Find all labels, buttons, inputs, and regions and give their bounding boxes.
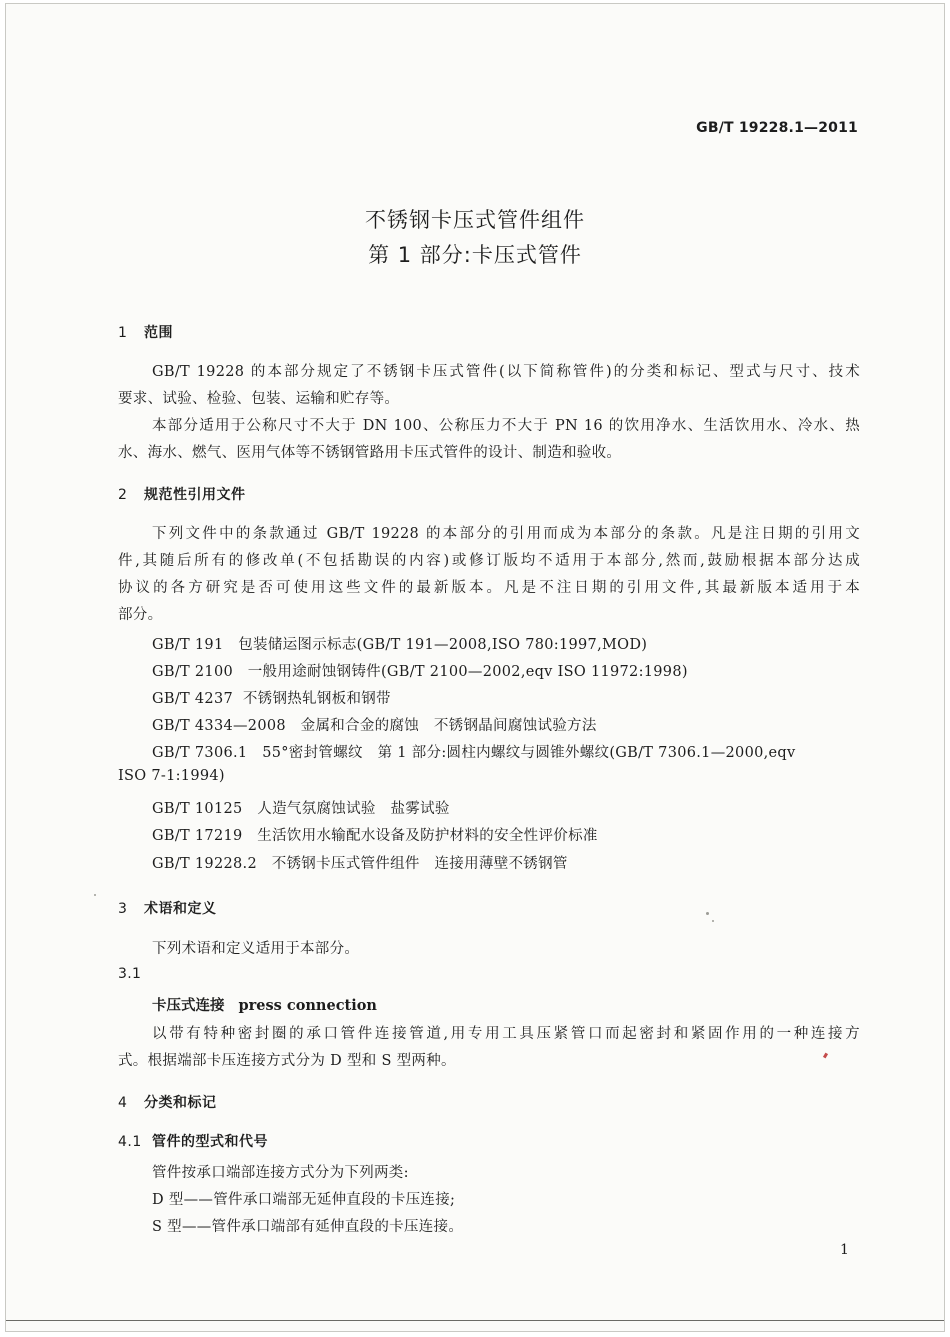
- scope-paragraph-1-line-2: 要求、试验、检验、包装、运输和贮存等。: [118, 391, 400, 407]
- terms-intro: 下列术语和定义适用于本部分。: [152, 941, 360, 957]
- reference-code: GB/T 4237: [152, 691, 234, 707]
- subsection-title: 管件的型式和代号: [152, 1134, 268, 1150]
- reference-item: [152, 687, 391, 708]
- scan-speck: [706, 912, 709, 915]
- reference-code: GB/T 191: [152, 637, 224, 653]
- section-2-heading: [118, 484, 246, 504]
- reference-code: GB/T 2100: [152, 664, 234, 680]
- page-number: 1: [840, 1242, 849, 1258]
- term-definition-line-1: 以带有特种密封圈的承口管件连接管道,用专用工具压紧管口而起密封和紧固作用的一种连接方: [152, 1026, 860, 1042]
- term-english: press connection: [238, 997, 377, 1014]
- scope-paragraph-2-line-2: 水、海水、燃气、医用气体等不锈钢管路用卡压式管件的设计、制造和验收。: [118, 445, 622, 461]
- section-number: 4: [118, 1095, 128, 1111]
- scope-paragraph-2-line-1: 本部分适用于公称尺寸不大于 DN 100、公称压力不大于 PN 16 的饮用净水、生活饮用水、冷水、热: [152, 418, 860, 434]
- standard-code: GB/T 19228.1—2011: [696, 120, 858, 136]
- reference-item: [152, 660, 688, 681]
- reference-item: [152, 633, 647, 654]
- reference-title: 一般用途耐蚀钢铸件(GB/T 2100—2002,eqv ISO 11972:1998): [247, 664, 688, 680]
- reference-title: 金属和合金的腐蚀 不锈钢晶间腐蚀试验方法: [300, 718, 597, 734]
- section-1-heading: [118, 322, 173, 342]
- document-page: [6, 4, 944, 1331]
- reference-item: [152, 797, 450, 818]
- section-title: 分类和标记: [144, 1095, 217, 1111]
- reference-code: GB/T 10125: [152, 801, 243, 817]
- document-title: 不锈钢卡压式管件组件: [365, 208, 585, 232]
- scan-speck: [712, 920, 714, 922]
- section-title: 规范性引用文件: [144, 487, 246, 503]
- section-number: 1: [118, 325, 128, 341]
- section-number: 2: [118, 487, 128, 503]
- normative-paragraph-line-4: 部分。: [118, 607, 163, 623]
- document-subtitle: 第 1 部分:卡压式管件: [368, 243, 582, 267]
- normative-paragraph-line-2: 件,其随后所有的修改单(不包括勘误的内容)或修订版均不适用于本部分,然而,鼓励根据本部分达成: [118, 553, 860, 569]
- reference-title: 包装储运图示标志(GB/T 191—2008,ISO 780:1997,MOD): [238, 637, 648, 653]
- section-title: 范围: [144, 325, 173, 341]
- reference-item: [152, 824, 598, 845]
- reference-code: GB/T 7306.1: [152, 745, 248, 761]
- reference-title: 不锈钢热轧钢板和钢带: [242, 691, 391, 707]
- reference-item: [152, 852, 568, 873]
- red-ink-mark: [823, 1053, 828, 1059]
- type-s-description: S 型——管件承口端部有延伸直段的卡压连接。: [152, 1219, 464, 1235]
- reference-code: GB/T 4334—2008: [152, 718, 286, 734]
- reference-item-continuation: ISO 7-1:1994): [118, 768, 225, 784]
- section-number: 3: [118, 901, 128, 917]
- subsection-4-1-heading: [118, 1131, 268, 1151]
- normative-paragraph-line-3: 协议的各方研究是否可使用这些文件的最新版本。凡是不注日期的引用文件,其最新版本适用于本: [118, 580, 860, 596]
- reference-title: 不锈钢卡压式管件组件 连接用薄壁不锈钢管: [271, 856, 568, 872]
- subsection-number: 4.1: [118, 1134, 142, 1150]
- classification-intro: 管件按承口端部连接方式分为下列两类:: [152, 1165, 409, 1181]
- reference-item: [152, 741, 795, 762]
- normative-paragraph-line-1: 下列文件中的条款通过 GB/T 19228 的本部分的引用而成为本部分的条款。凡是注日期的引用文: [152, 526, 860, 542]
- scan-speck: [94, 894, 96, 896]
- reference-title: 生活饮用水输配水设备及防护材料的安全性评价标准: [257, 828, 598, 844]
- type-d-description: D 型——管件承口端部无延伸直段的卡压连接;: [152, 1192, 456, 1208]
- reference-title: 55°密封管螺纹 第 1 部分:圆柱内螺纹与圆锥外螺纹(GB/T 7306.1—2000,eqv: [262, 745, 796, 761]
- reference-code: GB/T 17219: [152, 828, 243, 844]
- reference-item: [152, 714, 597, 735]
- term-chinese: 卡压式连接: [152, 997, 225, 1014]
- term-definition-line-2: 式。根据端部卡压连接方式分为 D 型和 S 型两种。: [118, 1053, 456, 1069]
- section-title: 术语和定义: [144, 901, 217, 917]
- section-4-heading: [118, 1092, 217, 1112]
- subsection-3-1-number: 3.1: [118, 966, 142, 982]
- scope-paragraph-1-line-1: GB/T 19228 的本部分规定了不锈钢卡压式管件(以下简称管件)的分类和标记、型式与尺寸、技术: [152, 364, 860, 380]
- term-entry: [152, 994, 377, 1015]
- reference-title: 人造气氛腐蚀试验 盐雾试验: [257, 801, 450, 817]
- reference-code: GB/T 19228.2: [152, 856, 257, 872]
- section-3-heading: [118, 898, 217, 918]
